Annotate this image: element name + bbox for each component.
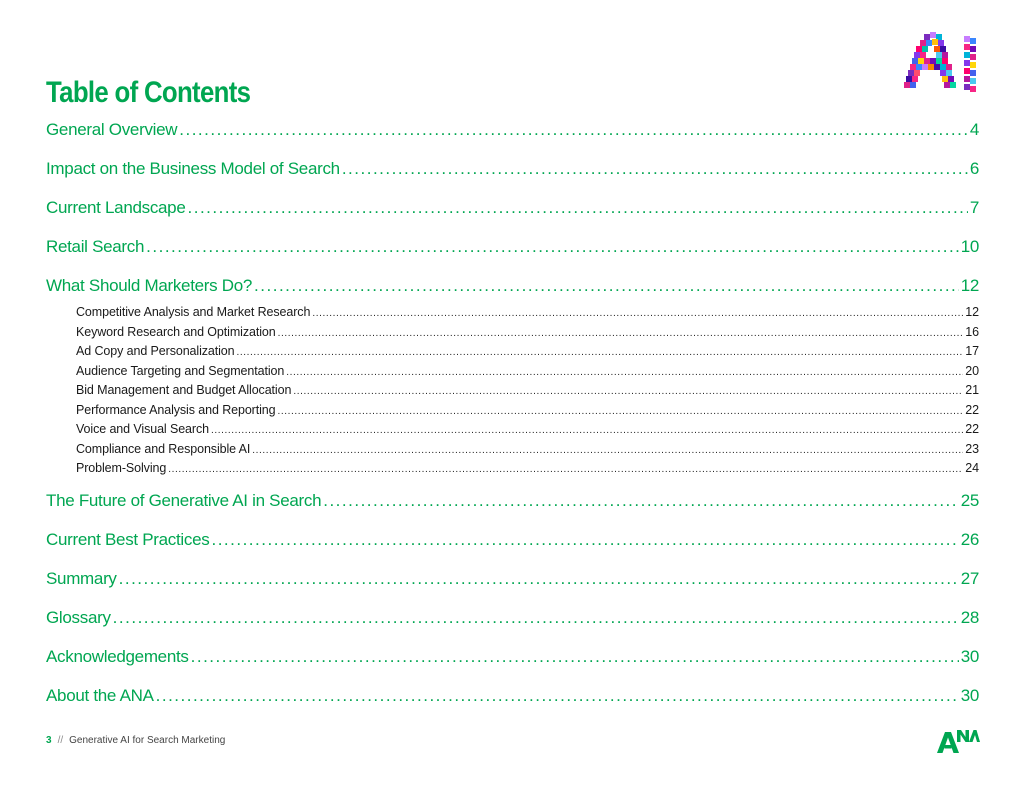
toc-dot-leader <box>278 402 964 420</box>
toc-entry-label: Ad Copy and Personalization <box>76 344 235 358</box>
toc-dot-leader <box>211 421 963 439</box>
toc-entry-label: What Should Marketers Do? <box>46 276 253 295</box>
toc-page-number: 22 <box>965 422 979 436</box>
toc-page-number: 12 <box>960 276 979 295</box>
toc-page-number: 26 <box>960 529 979 549</box>
toc-page-number: 30 <box>960 646 979 666</box>
toc-entry[interactable] <box>46 606 979 645</box>
toc-entry-label: About the ANA <box>46 685 154 705</box>
toc-page-number: 16 <box>965 324 979 339</box>
toc-dot-leader <box>312 304 963 322</box>
toc-dot-leader <box>191 645 959 669</box>
toc-dot-leader <box>342 157 968 181</box>
toc-subentry[interactable] <box>46 402 979 422</box>
toc-dot-leader <box>323 489 958 513</box>
toc-entry-label: Keyword Research and Optimization <box>76 324 276 339</box>
toc-page-number: 10 <box>960 237 979 256</box>
toc-entry[interactable] <box>46 489 979 528</box>
toc-dot-leader <box>254 274 959 298</box>
table-of-contents <box>46 118 979 723</box>
toc-page-number: 21 <box>965 383 979 397</box>
toc-dot-leader <box>119 567 959 591</box>
toc-dot-leader <box>252 441 963 459</box>
toc-entry-label: Glossary <box>46 607 111 627</box>
toc-entry-label: Voice and Visual Search <box>76 422 209 436</box>
toc-subentry[interactable] <box>46 324 979 344</box>
toc-page-number: 7 <box>969 198 979 217</box>
toc-page-number: 28 <box>960 607 979 627</box>
ai-logo <box>902 30 982 102</box>
ana-logo <box>936 728 980 754</box>
toc-entry-label: Retail Search <box>46 237 145 256</box>
toc-subentry[interactable] <box>46 363 979 383</box>
toc-dot-leader <box>188 196 968 220</box>
toc-subentry[interactable] <box>46 382 979 402</box>
toc-page-number: 22 <box>965 402 979 417</box>
toc-entry-label: Problem-Solving <box>76 461 167 475</box>
toc-entry-label: Competitive Analysis and Market Research <box>76 305 311 319</box>
toc-page-number: 12 <box>965 305 979 319</box>
toc-subentry[interactable] <box>46 343 979 363</box>
page-footer <box>46 735 225 746</box>
toc-entry[interactable] <box>46 528 979 567</box>
toc-dot-leader <box>286 363 963 381</box>
toc-entry[interactable] <box>46 196 979 235</box>
toc-page-number: 23 <box>965 441 979 456</box>
footer-page-number: 3 <box>46 735 52 746</box>
toc-page-number: 6 <box>969 159 979 178</box>
page-title: Table of Contents <box>46 76 251 110</box>
toc-dot-leader <box>293 382 963 400</box>
footer-separator: // <box>57 735 64 746</box>
toc-entry-label: Performance Analysis and Reporting <box>76 402 276 417</box>
footer-document-title: Generative AI for Search Marketing <box>69 735 226 746</box>
toc-entry-label: Acknowledgements <box>46 646 189 666</box>
toc-entry[interactable] <box>46 567 979 606</box>
toc-page-number: 25 <box>960 490 979 510</box>
toc-entry-label: Bid Management and Budget Allocation <box>76 383 292 397</box>
toc-dot-leader <box>237 343 964 361</box>
toc-entry[interactable] <box>46 235 979 274</box>
toc-entry[interactable] <box>46 118 979 157</box>
toc-dot-leader <box>179 118 968 142</box>
toc-subentry[interactable] <box>46 304 979 324</box>
toc-dot-leader <box>211 528 958 552</box>
toc-entry[interactable] <box>46 274 979 304</box>
toc-entry-label: The Future of Generative AI in Search <box>46 490 322 510</box>
toc-dot-leader <box>156 684 959 708</box>
toc-subentry[interactable] <box>46 460 979 480</box>
toc-subentry[interactable] <box>46 441 979 461</box>
toc-entry[interactable] <box>46 684 979 723</box>
toc-entry-label: General Overview <box>46 120 178 139</box>
toc-page-number: 17 <box>965 344 979 358</box>
toc-page-number: 30 <box>960 685 979 705</box>
toc-dot-leader <box>168 460 963 478</box>
toc-entry-label: Summary <box>46 568 117 588</box>
toc-entry-label: Impact on the Business Model of Search <box>46 159 340 178</box>
toc-entry[interactable] <box>46 157 979 196</box>
toc-subentry[interactable] <box>46 421 979 441</box>
toc-dot-leader <box>278 324 964 342</box>
toc-entry-label: Current Best Practices <box>46 529 210 549</box>
toc-page-number: 24 <box>965 461 979 475</box>
toc-page-number: 27 <box>960 568 979 588</box>
toc-entry-label: Compliance and Responsible AI <box>76 441 251 456</box>
toc-entry[interactable] <box>46 645 979 684</box>
toc-page-number: 20 <box>965 363 979 378</box>
toc-page-number: 4 <box>969 120 979 139</box>
toc-entry-label: Audience Targeting and Segmentation <box>76 363 285 378</box>
toc-entry-label: Current Landscape <box>46 198 186 217</box>
toc-dot-leader <box>146 235 959 259</box>
toc-dot-leader <box>113 606 959 630</box>
